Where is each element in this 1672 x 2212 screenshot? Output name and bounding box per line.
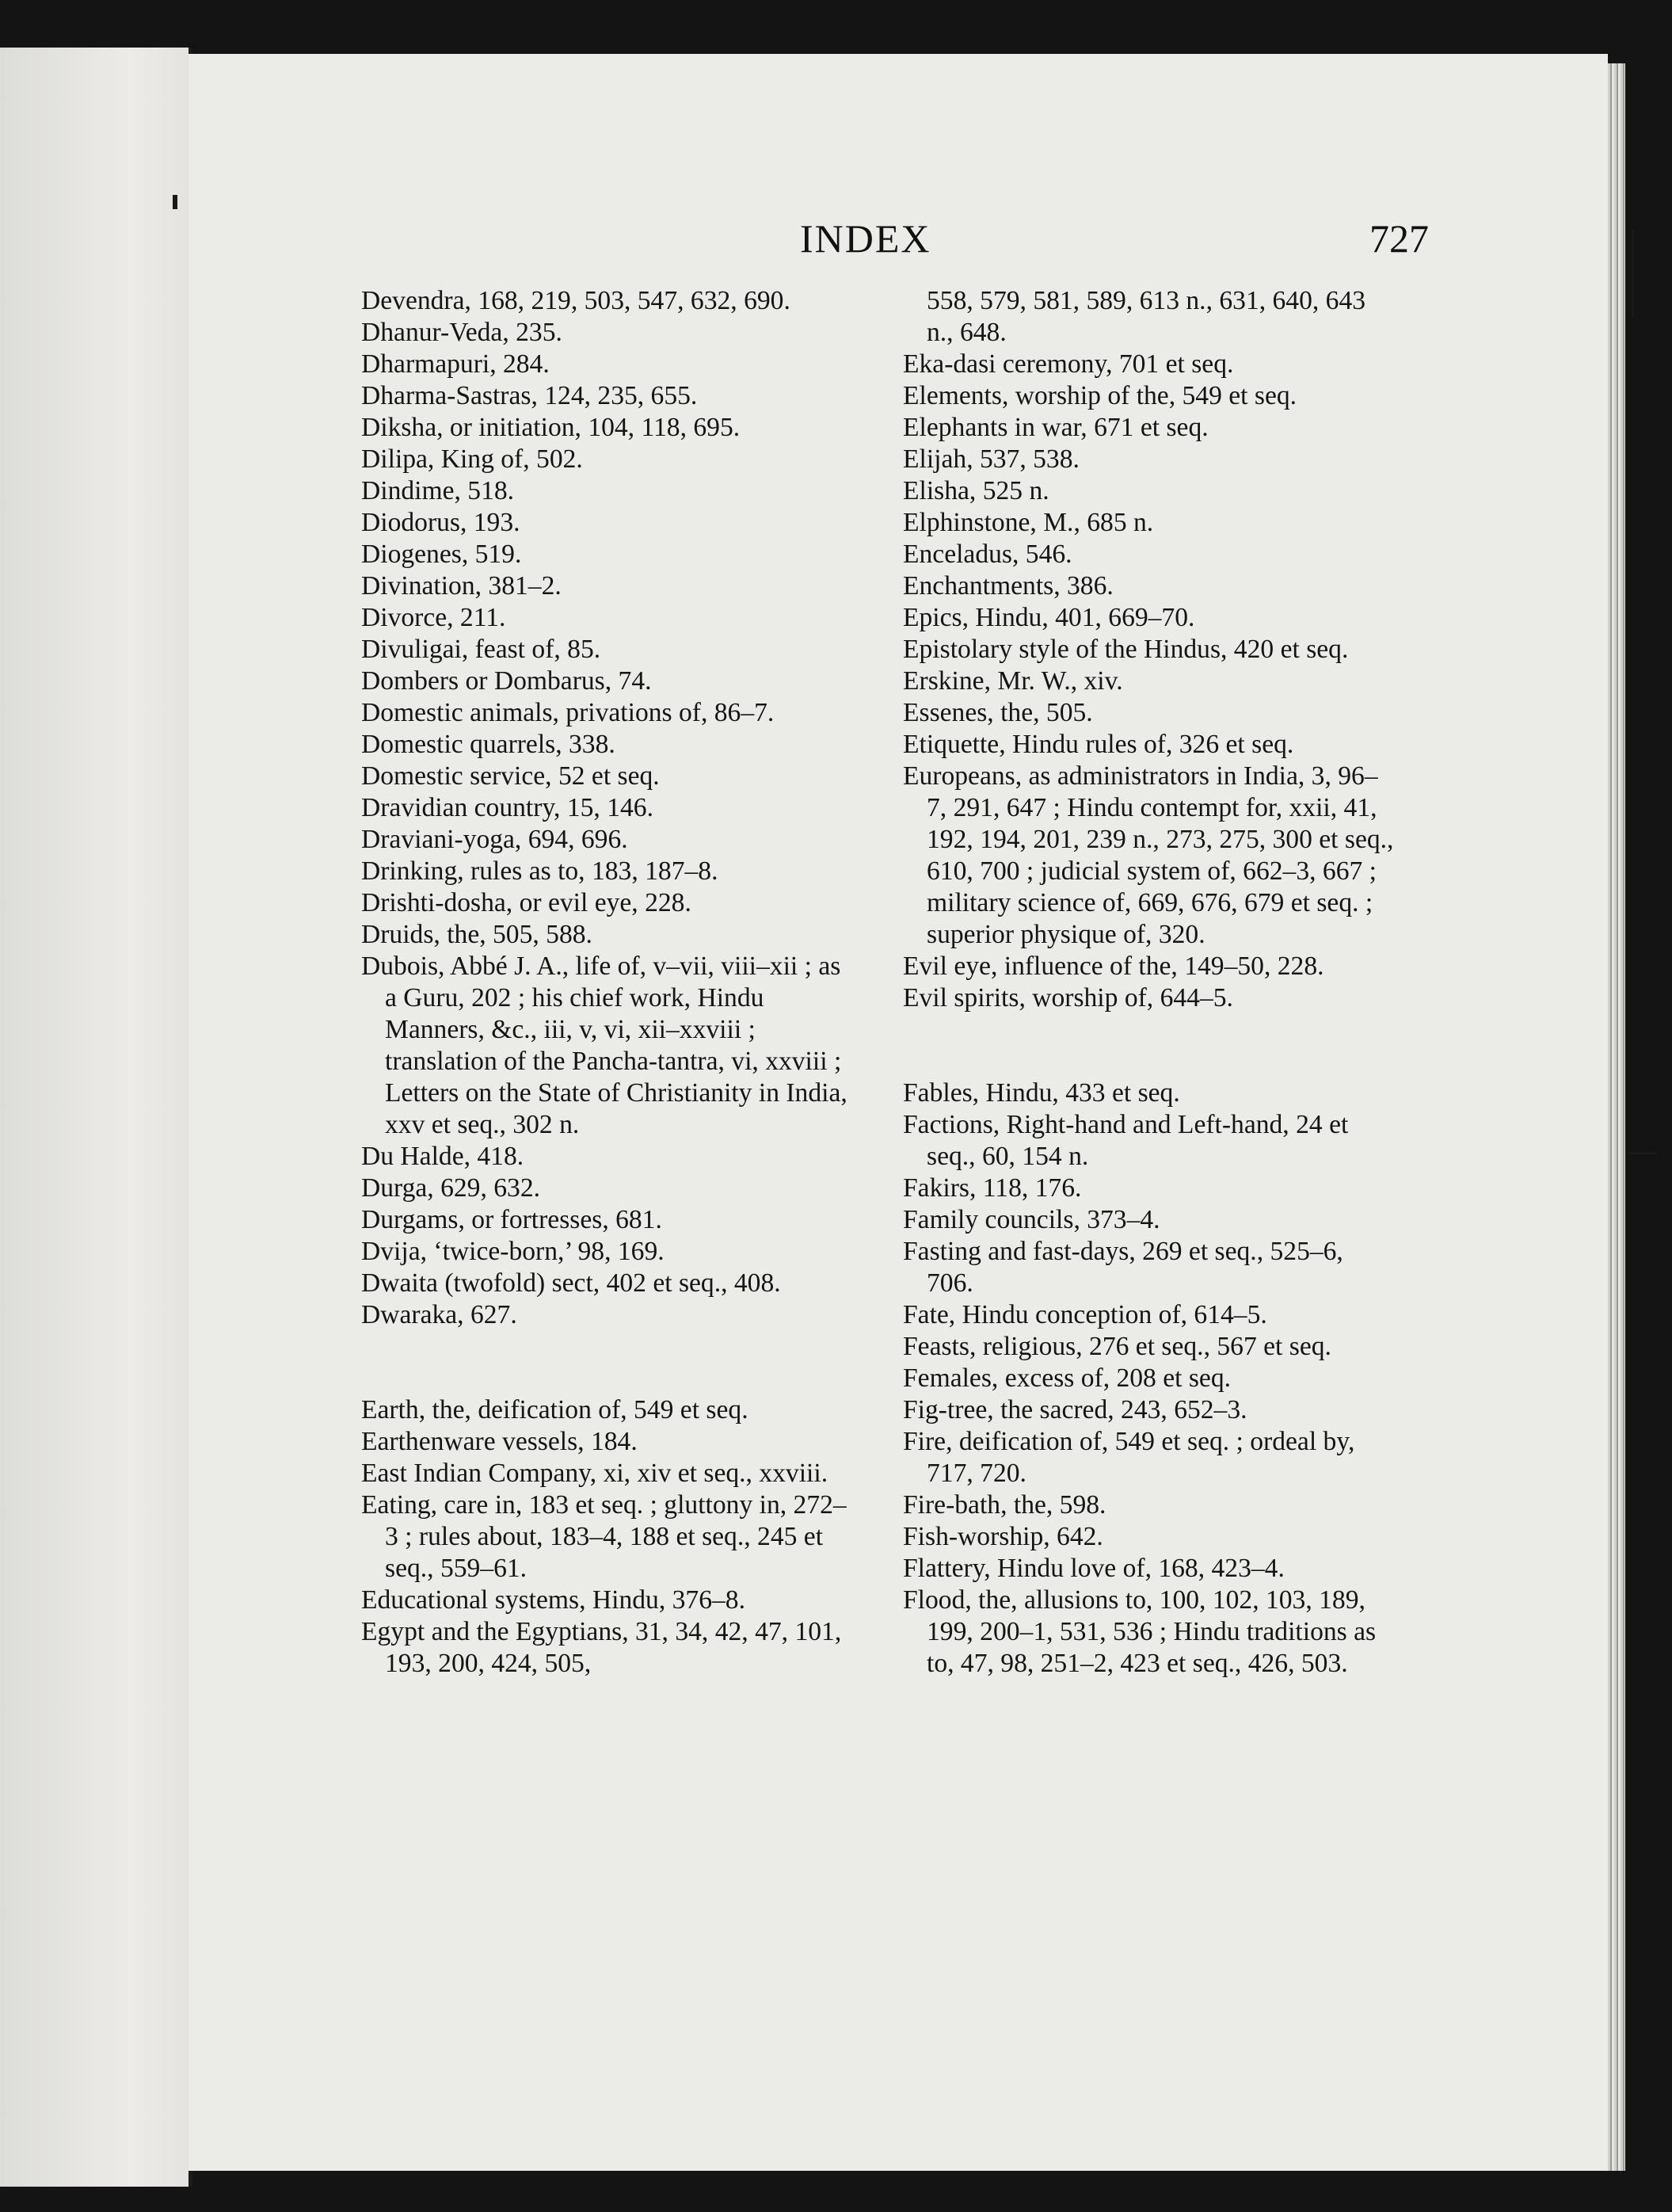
index-entry: Divuligai, feast of, 85.: [361, 635, 601, 664]
index-entry: Elephants in war, 671 et seq.: [903, 413, 1209, 442]
index-entry: Dhanur-Veda, 235.: [361, 318, 562, 347]
index-entry: Draviani-yoga, 694, 696.: [361, 825, 628, 854]
index-entry: Elisha, 525 n.: [903, 476, 1049, 505]
index-entry: Epics, Hindu, 401, 669–70.: [903, 603, 1195, 632]
index-entry: Fire-bath, the, 598.: [903, 1490, 1106, 1520]
index-entry: Diksha, or initiation, 104, 118, 695.: [361, 413, 741, 442]
index-entry: Devendra, 168, 219, 503, 547, 632, 690.: [361, 286, 790, 315]
book-spine: [0, 48, 192, 2187]
index-column-left: [361, 285, 852, 1680]
index-entry: Domestic quarrels, 338.: [361, 730, 615, 759]
index-entry: Europeans, as administrators in India, 3, 96–7, 291, 647 ; Hindu contempt for, xxii, 41, 192, 194, 201, 239 n., 273, 275, 300 et seq., 610, 700 ; judicial system of, 662–3, 667 ; military science of, 669, 676, 679 et seq. ; superior physique of, 320.: [903, 761, 1394, 949]
section-gap: [361, 1331, 852, 1394]
index-entry: Diogenes, 519.: [361, 540, 522, 569]
index-entry: Divorce, 211.: [361, 603, 506, 632]
index-entry: Domestic animals, privations of, 86–7.: [361, 698, 775, 727]
page-number: 727: [1369, 216, 1429, 261]
index-entry: Earth, the, deification of, 549 et seq.: [361, 1395, 748, 1424]
index-entry: Flattery, Hindu love of, 168, 423–4.: [903, 1554, 1285, 1583]
index-entry: Durgams, or fortresses, 681.: [361, 1205, 662, 1234]
index-entry: Dilipa, King of, 502.: [361, 444, 583, 474]
index-entry: Evil eye, influence of the, 149–50, 228.: [903, 952, 1324, 981]
index-entry: Family councils, 373–4.: [903, 1205, 1160, 1234]
index-entry: Dharmapuri, 284.: [361, 349, 550, 379]
index-entry: Dwaraka, 627.: [361, 1300, 517, 1329]
index-entry: 558, 579, 581, 589, 613 n., 631, 640, 643 n., 648.: [927, 286, 1366, 347]
index-entry: Epistolary style of the Hindus, 420 et seq.: [903, 635, 1349, 664]
index-entry: Enceladus, 546.: [903, 540, 1072, 569]
index-entry: Factions, Right-hand and Left-hand, 24 et seq., 60, 154 n.: [903, 1110, 1349, 1171]
index-entry: Druids, the, 505, 588.: [361, 920, 592, 949]
scan-mark: [173, 195, 177, 209]
index-entry: Feasts, religious, 276 et seq., 567 et seq.: [903, 1332, 1331, 1361]
index-entry: Fig-tree, the sacred, 243, 652–3.: [903, 1395, 1247, 1424]
scan-mark: [1632, 230, 1634, 317]
section-gap: [903, 1014, 1394, 1077]
index-entry: Divination, 381–2.: [361, 571, 562, 601]
index-entry: Dombers or Dombarus, 74.: [361, 666, 652, 696]
index-entry: Evil spirits, worship of, 644–5.: [903, 983, 1233, 1013]
page-title: INDEX: [800, 216, 931, 261]
index-entry: Elements, worship of the, 549 et seq.: [903, 381, 1297, 410]
index-entry: Dharma-Sastras, 124, 235, 655.: [361, 381, 698, 410]
index-entry: Erskine, Mr. W., xiv.: [903, 666, 1123, 696]
index-entry: Fire, deification of, 549 et seq. ; ordeal by, 717, 720.: [903, 1427, 1355, 1488]
index-column-right: [903, 285, 1394, 1680]
index-entry: Etiquette, Hindu rules of, 326 et seq.: [903, 730, 1294, 759]
index-entry: Educational systems, Hindu, 376–8.: [361, 1585, 745, 1615]
index-entry: Dwaita (twofold) sect, 402 et seq., 408.: [361, 1268, 781, 1298]
index-entry: Females, excess of, 208 et seq.: [903, 1363, 1232, 1393]
index-entry: Diodorus, 193.: [361, 508, 520, 537]
index-entry: Fate, Hindu conception of, 614–5.: [903, 1300, 1267, 1329]
index-entry: Eating, care in, 183 et seq. ; gluttony in, 272–3 ; rules about, 183–4, 188 et seq., 245 et seq., 559–61.: [361, 1490, 847, 1583]
index-entry: Dvija, ‘twice-born,’ 98, 169.: [361, 1237, 665, 1266]
index-entry: Dravidian country, 15, 146.: [361, 793, 653, 822]
index-entry: Dubois, Abbé J. A., life of, v–vii, viii–xii ; as a Guru, 202 ; his chief work, Hindu Manners, &c., iii, v, vi, xii–xxviii ; translation of the Pancha-tantra, vi, xxviii ; Letters on the State of Christianity in India, xxv et seq., 302 n.: [361, 952, 847, 1139]
index-entry: Fasting and fast-days, 269 et seq., 525–6, 706.: [903, 1237, 1343, 1298]
index-entry: Egypt and the Egyptians, 31, 34, 42, 47, 101, 193, 200, 424, 505,: [361, 1617, 842, 1678]
index-entry: Fish-worship, 642.: [903, 1522, 1103, 1551]
index-entry: Elijah, 537, 538.: [903, 444, 1080, 474]
index-entry: Flood, the, allusions to, 100, 102, 103, 189, 199, 200–1, 531, 536 ; Hindu traditions as to, 47, 98, 251–2, 423 et seq., 426, 503.: [903, 1585, 1377, 1678]
index-entry: East Indian Company, xi, xiv et seq., xxviii.: [361, 1459, 828, 1488]
index-entry: Drishti-dosha, or evil eye, 228.: [361, 888, 691, 917]
index-entry: Elphinstone, M., 685 n.: [903, 508, 1154, 537]
index-entry: Enchantments, 386.: [903, 571, 1114, 601]
page-edge: [1608, 63, 1625, 2171]
index-entry: Dindime, 518.: [361, 476, 515, 505]
index-entry: Essenes, the, 505.: [903, 698, 1093, 727]
index-entry: Domestic service, 52 et seq.: [361, 761, 660, 791]
index-entry: Du Halde, 418.: [361, 1142, 524, 1171]
index-entry: Earthenware vessels, 184.: [361, 1427, 638, 1456]
index-entry: Fables, Hindu, 433 et seq.: [903, 1078, 1180, 1108]
index-entry: Fakirs, 118, 176.: [903, 1173, 1082, 1203]
index-entry: Drinking, rules as to, 183, 187–8.: [361, 856, 718, 886]
index-entry: Eka-dasi ceremony, 701 et seq.: [903, 349, 1234, 379]
scan-mark: [1628, 1152, 1657, 1154]
index-entry: Durga, 629, 632.: [361, 1173, 541, 1203]
